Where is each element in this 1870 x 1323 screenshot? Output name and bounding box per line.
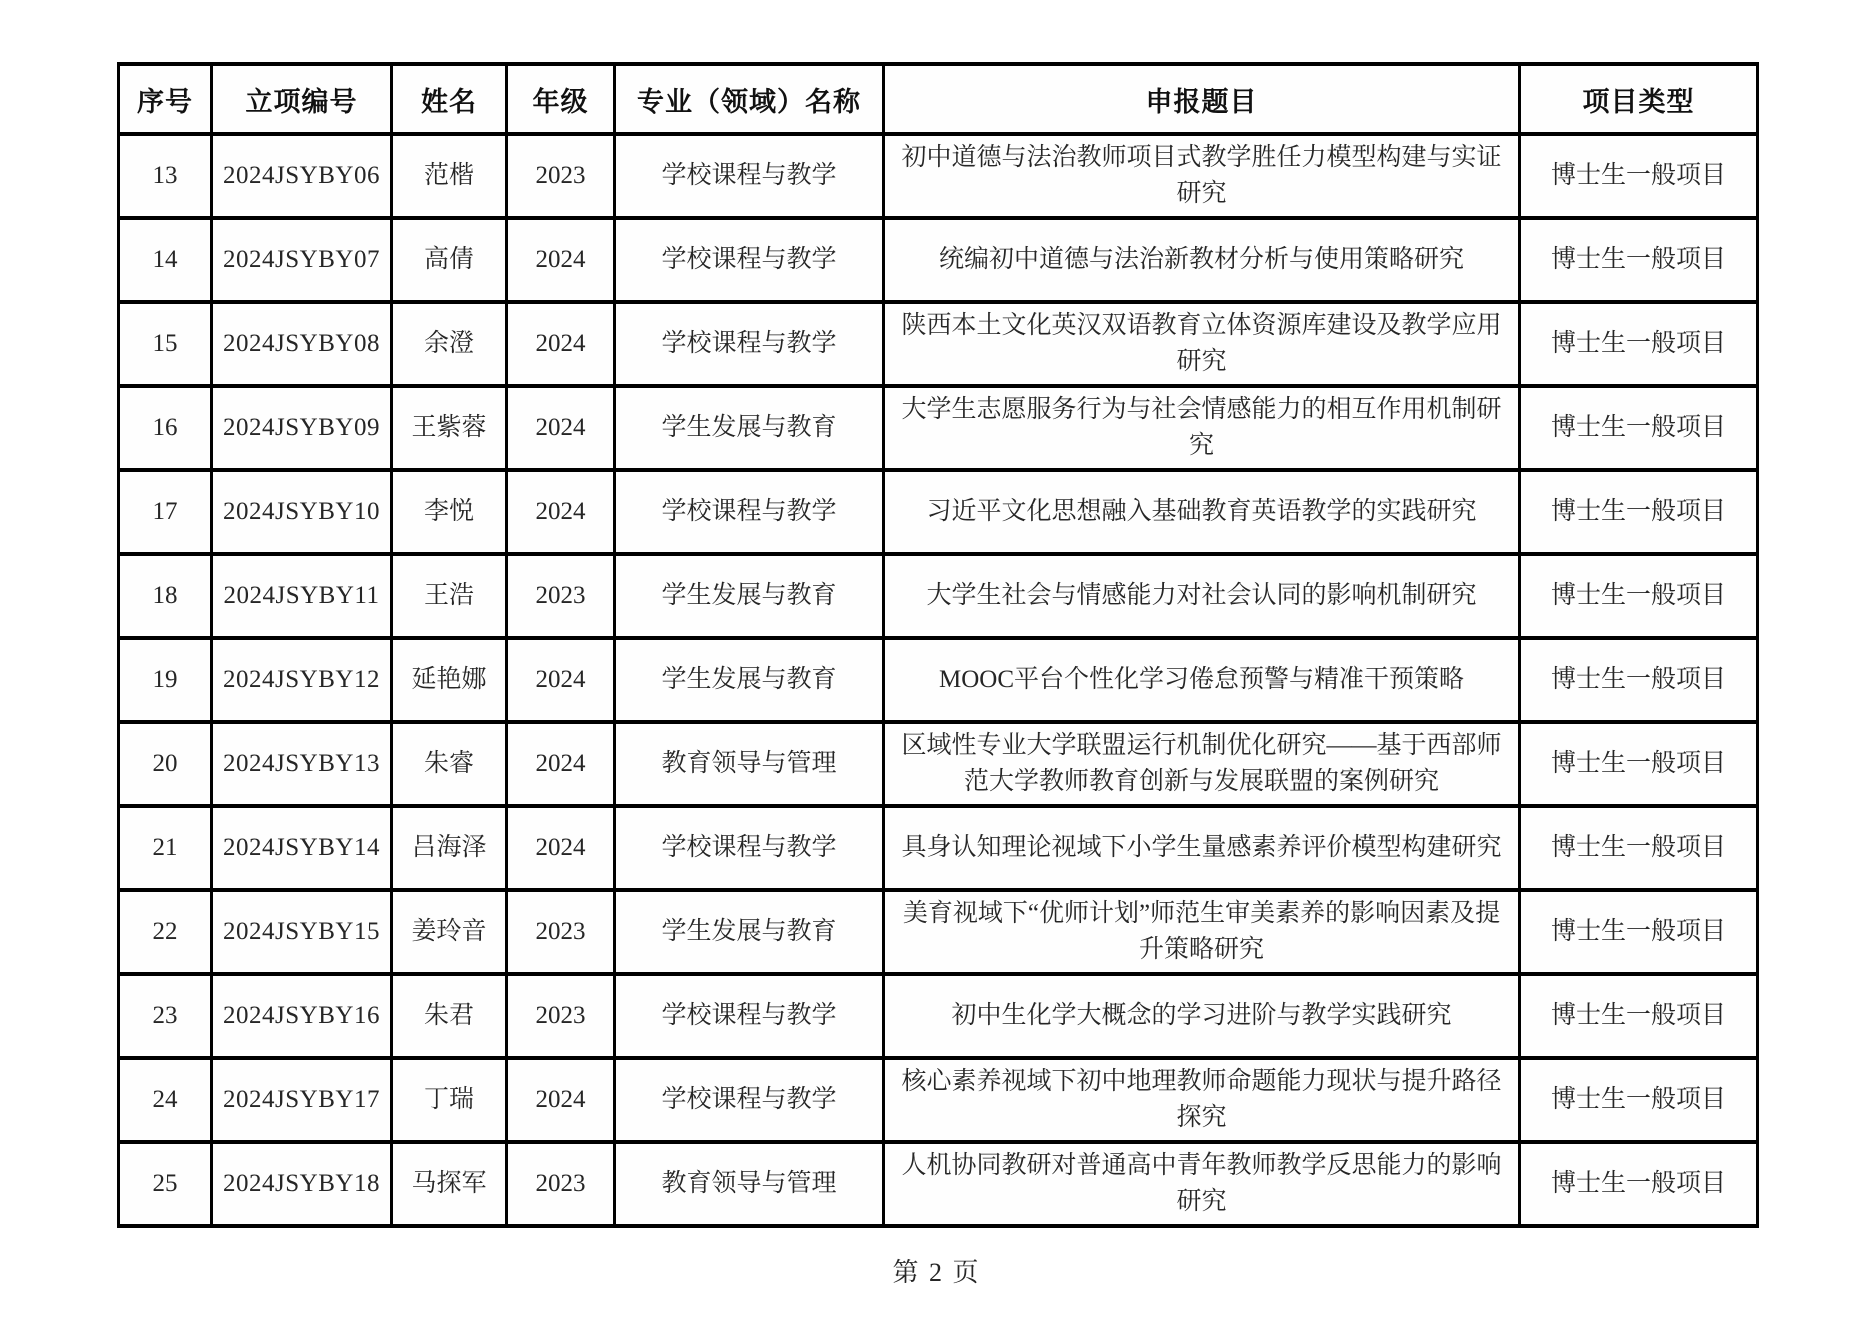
table-row bbox=[119, 974, 1758, 1058]
cell-major: 教育领导与管理 bbox=[615, 1142, 884, 1226]
table-row bbox=[119, 386, 1758, 470]
table-row bbox=[119, 134, 1758, 218]
cell-project_code: 2024JSYBY14 bbox=[212, 806, 392, 890]
cell-project_code: 2024JSYBY08 bbox=[212, 302, 392, 386]
cell-name: 吕海泽 bbox=[392, 806, 507, 890]
cell-project_code: 2024JSYBY16 bbox=[212, 974, 392, 1058]
table-header bbox=[119, 64, 1758, 134]
table-row bbox=[119, 638, 1758, 722]
page-number-footer: 第 2 页 bbox=[892, 1258, 981, 1287]
cell-grade: 2024 bbox=[507, 386, 615, 470]
cell-serial: 18 bbox=[119, 554, 212, 638]
cell-title: 陕西本土文化英汉双语教育立体资源库建设及教学应用研究 bbox=[884, 302, 1520, 386]
cell-project_code: 2024JSYBY10 bbox=[212, 470, 392, 554]
cell-name: 朱睿 bbox=[392, 722, 507, 806]
cell-name: 丁瑞 bbox=[392, 1058, 507, 1142]
cell-title: 大学生志愿服务行为与社会情感能力的相互作用机制研究 bbox=[884, 386, 1520, 470]
header-row bbox=[119, 64, 1758, 134]
column-header-serial: 序号 bbox=[119, 64, 212, 134]
cell-serial: 21 bbox=[119, 806, 212, 890]
cell-grade: 2023 bbox=[507, 1142, 615, 1226]
cell-serial: 17 bbox=[119, 470, 212, 554]
cell-title: 统编初中道德与法治新教材分析与使用策略研究 bbox=[884, 218, 1520, 302]
column-header-title: 申报题目 bbox=[884, 64, 1520, 134]
cell-grade: 2024 bbox=[507, 218, 615, 302]
cell-project_type: 博士生一般项目 bbox=[1520, 638, 1758, 722]
cell-project_type: 博士生一般项目 bbox=[1520, 554, 1758, 638]
cell-major: 学校课程与教学 bbox=[615, 218, 884, 302]
cell-name: 王浩 bbox=[392, 554, 507, 638]
table-row bbox=[119, 554, 1758, 638]
cell-serial: 19 bbox=[119, 638, 212, 722]
cell-project_type: 博士生一般项目 bbox=[1520, 218, 1758, 302]
cell-project_type: 博士生一般项目 bbox=[1520, 386, 1758, 470]
cell-name: 朱君 bbox=[392, 974, 507, 1058]
cell-serial: 22 bbox=[119, 890, 212, 974]
table-row bbox=[119, 890, 1758, 974]
column-header-name: 姓名 bbox=[392, 64, 507, 134]
cell-project_code: 2024JSYBY15 bbox=[212, 890, 392, 974]
cell-project_type: 博士生一般项目 bbox=[1520, 302, 1758, 386]
cell-project_type: 博士生一般项目 bbox=[1520, 470, 1758, 554]
cell-project_code: 2024JSYBY09 bbox=[212, 386, 392, 470]
table-row bbox=[119, 470, 1758, 554]
cell-major: 学校课程与教学 bbox=[615, 470, 884, 554]
cell-major: 教育领导与管理 bbox=[615, 722, 884, 806]
cell-title: 区域性专业大学联盟运行机制优化研究——基于西部师范大学教师教育创新与发展联盟的案例研究 bbox=[884, 722, 1520, 806]
column-header-project_code: 立项编号 bbox=[212, 64, 392, 134]
cell-major: 学校课程与教学 bbox=[615, 1058, 884, 1142]
column-header-project_type: 项目类型 bbox=[1520, 64, 1758, 134]
cell-project_type: 博士生一般项目 bbox=[1520, 1142, 1758, 1226]
cell-project_code: 2024JSYBY12 bbox=[212, 638, 392, 722]
cell-serial: 20 bbox=[119, 722, 212, 806]
column-header-grade: 年级 bbox=[507, 64, 615, 134]
cell-title: 具身认知理论视域下小学生量感素养评价模型构建研究 bbox=[884, 806, 1520, 890]
cell-major: 学生发展与教育 bbox=[615, 386, 884, 470]
cell-major: 学校课程与教学 bbox=[615, 806, 884, 890]
cell-name: 余澄 bbox=[392, 302, 507, 386]
cell-project_type: 博士生一般项目 bbox=[1520, 806, 1758, 890]
cell-major: 学校课程与教学 bbox=[615, 974, 884, 1058]
cell-project_type: 博士生一般项目 bbox=[1520, 722, 1758, 806]
cell-serial: 25 bbox=[119, 1142, 212, 1226]
cell-serial: 13 bbox=[119, 134, 212, 218]
cell-title: 人机协同教研对普通高中青年教师教学反思能力的影响研究 bbox=[884, 1142, 1520, 1226]
cell-grade: 2024 bbox=[507, 806, 615, 890]
cell-name: 延艳娜 bbox=[392, 638, 507, 722]
table-row bbox=[119, 806, 1758, 890]
cell-title: MOOC平台个性化学习倦怠预警与精准干预策略 bbox=[884, 638, 1520, 722]
cell-project_code: 2024JSYBY06 bbox=[212, 134, 392, 218]
cell-grade: 2024 bbox=[507, 302, 615, 386]
cell-project_code: 2024JSYBY17 bbox=[212, 1058, 392, 1142]
cell-project_code: 2024JSYBY13 bbox=[212, 722, 392, 806]
table-row bbox=[119, 218, 1758, 302]
cell-grade: 2024 bbox=[507, 722, 615, 806]
table-row bbox=[119, 1142, 1758, 1226]
cell-grade: 2023 bbox=[507, 890, 615, 974]
cell-title: 美育视域下“优师计划”师范生审美素养的影响因素及提升策略研究 bbox=[884, 890, 1520, 974]
cell-project_code: 2024JSYBY07 bbox=[212, 218, 392, 302]
project-roster-table bbox=[117, 62, 1759, 1228]
cell-major: 学校课程与教学 bbox=[615, 302, 884, 386]
cell-serial: 24 bbox=[119, 1058, 212, 1142]
cell-name: 李悦 bbox=[392, 470, 507, 554]
cell-project_code: 2024JSYBY11 bbox=[212, 554, 392, 638]
cell-grade: 2023 bbox=[507, 974, 615, 1058]
cell-project_type: 博士生一般项目 bbox=[1520, 134, 1758, 218]
cell-title: 核心素养视域下初中地理教师命题能力现状与提升路径探究 bbox=[884, 1058, 1520, 1142]
cell-name: 高倩 bbox=[392, 218, 507, 302]
table-row bbox=[119, 302, 1758, 386]
cell-project_code: 2024JSYBY18 bbox=[212, 1142, 392, 1226]
cell-project_type: 博士生一般项目 bbox=[1520, 974, 1758, 1058]
cell-title: 习近平文化思想融入基础教育英语教学的实践研究 bbox=[884, 470, 1520, 554]
cell-serial: 14 bbox=[119, 218, 212, 302]
cell-name: 姜玲音 bbox=[392, 890, 507, 974]
cell-title: 初中道德与法治教师项目式教学胜任力模型构建与实证研究 bbox=[884, 134, 1520, 218]
cell-major: 学生发展与教育 bbox=[615, 638, 884, 722]
cell-grade: 2024 bbox=[507, 1058, 615, 1142]
cell-major: 学生发展与教育 bbox=[615, 554, 884, 638]
cell-serial: 23 bbox=[119, 974, 212, 1058]
cell-serial: 16 bbox=[119, 386, 212, 470]
cell-title: 初中生化学大概念的学习进阶与教学实践研究 bbox=[884, 974, 1520, 1058]
table-row bbox=[119, 722, 1758, 806]
cell-major: 学生发展与教育 bbox=[615, 890, 884, 974]
cell-name: 王紫蓉 bbox=[392, 386, 507, 470]
cell-name: 范楷 bbox=[392, 134, 507, 218]
cell-grade: 2023 bbox=[507, 554, 615, 638]
table-body bbox=[119, 134, 1758, 1226]
cell-project_type: 博士生一般项目 bbox=[1520, 1058, 1758, 1142]
cell-serial: 15 bbox=[119, 302, 212, 386]
column-header-major: 专业（领域）名称 bbox=[615, 64, 884, 134]
cell-title: 大学生社会与情感能力对社会认同的影响机制研究 bbox=[884, 554, 1520, 638]
cell-grade: 2024 bbox=[507, 638, 615, 722]
cell-grade: 2024 bbox=[507, 470, 615, 554]
cell-major: 学校课程与教学 bbox=[615, 134, 884, 218]
cell-name: 马探军 bbox=[392, 1142, 507, 1226]
cell-grade: 2023 bbox=[507, 134, 615, 218]
table-row bbox=[119, 1058, 1758, 1142]
cell-project_type: 博士生一般项目 bbox=[1520, 890, 1758, 974]
